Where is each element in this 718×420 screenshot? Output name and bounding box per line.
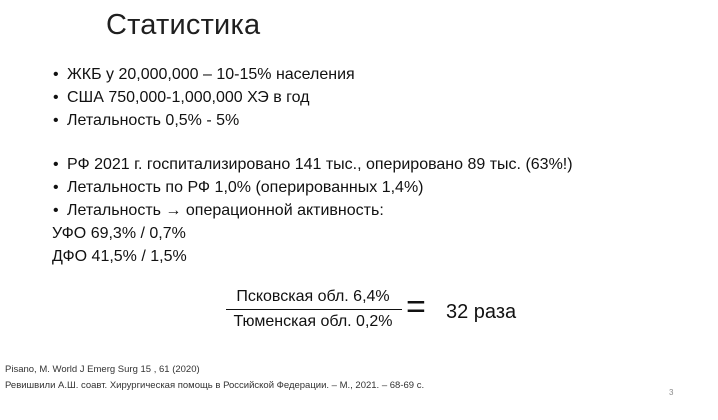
bullet-dot-icon: •	[53, 179, 59, 196]
bullet-dot-icon: •	[53, 202, 59, 219]
bullet-text: Летальность 0,5% - 5%	[67, 112, 240, 129]
bullet-item	[52, 153, 573, 176]
bullet-item	[52, 86, 355, 109]
bullet-text: Летальность → операционной активность:	[67, 202, 384, 219]
bullet-text: РФ 2021 г. госпитализировано 141 тыс., оперировано 89 тыс. (63%!)	[67, 156, 573, 173]
bullet-text: США 750,000-1,000,000 ХЭ в год	[67, 89, 310, 106]
bullet-text: ЖКБ у 20,000,000 – 10-15% населения	[67, 66, 355, 83]
slide-title: Статистика	[106, 9, 261, 41]
bullet-text: Летальность по РФ 1,0% (оперированных 1,4%)	[67, 179, 424, 196]
bullet-list-global-stats	[52, 63, 355, 132]
region-line-dfo: ДФО 41,5% / 1,5%	[52, 248, 187, 265]
bullet-dot-icon: •	[53, 112, 59, 129]
comparison-fraction	[218, 286, 408, 333]
page-number: 3	[669, 388, 674, 397]
fraction-denominator: Тюменская обл. 0,2%	[233, 313, 393, 330]
fraction-bar	[226, 309, 402, 310]
bullet-dot-icon: •	[53, 66, 59, 83]
region-line-ufo: УФО 69,3% / 0,7%	[52, 225, 186, 242]
bullet-list-russia-stats	[52, 153, 573, 222]
references	[5, 362, 424, 394]
bullet-item	[52, 109, 355, 132]
fraction-result: 32 раза	[446, 301, 517, 323]
bullet-item	[52, 176, 573, 199]
bullet-dot-icon: •	[53, 89, 59, 106]
reference-item: Pisano, M. World J Emerg Surg 15 , 61 (2020)	[5, 364, 200, 375]
bullet-dot-icon: •	[53, 156, 59, 173]
bullet-item	[52, 199, 573, 222]
reference-item: Ревишвили А.Ш. соавт. Хирургическая помощь в Российской Федерации. – М., 2021. – 68-69 с.	[5, 380, 425, 391]
bullet-item	[52, 63, 355, 86]
fraction-numerator: Псковская обл. 6,4%	[236, 288, 390, 305]
equals-sign: =	[406, 288, 426, 326]
